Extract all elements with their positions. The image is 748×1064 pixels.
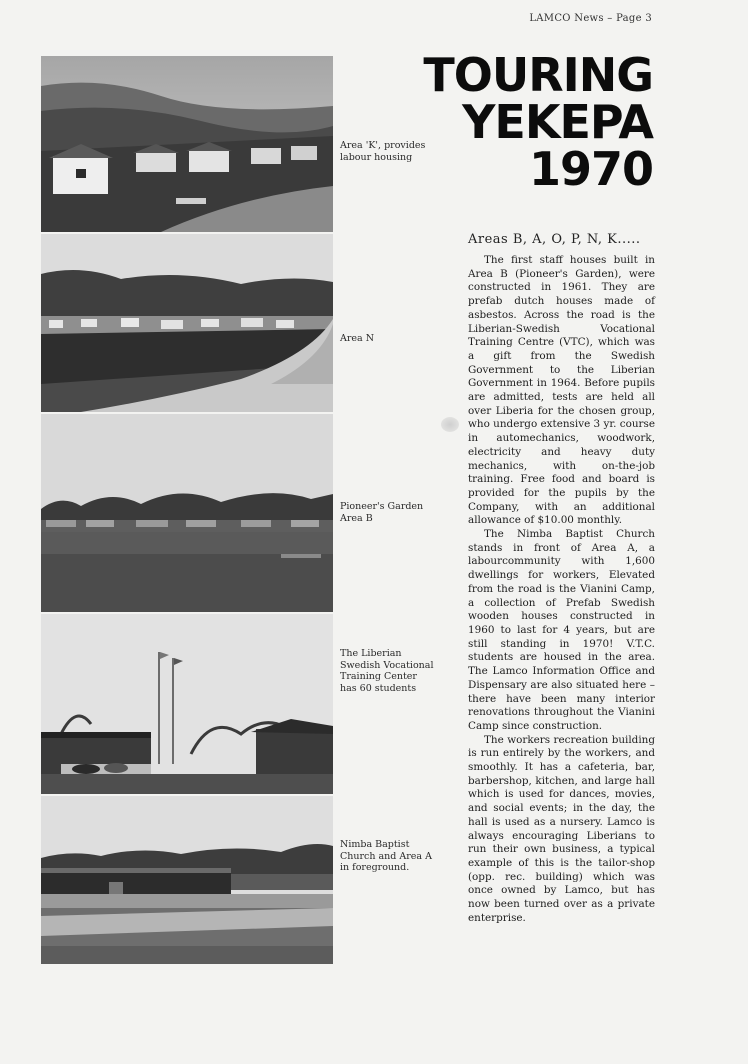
- caption-baptist-church: Nimba Baptist Church and Area A in foreground.: [340, 839, 432, 873]
- article-body: [468, 254, 655, 925]
- article-title: [423, 48, 653, 196]
- article-subhead: Areas B, A, O, P, N, K.....: [468, 232, 641, 247]
- photo-pioneers-garden: [41, 414, 333, 612]
- caption-vocational-center: The Liberian Swedish Vocational Training Center has 60 students: [340, 648, 434, 694]
- title-line-1: TOURING: [423, 48, 653, 102]
- photo-area-k: [41, 56, 333, 232]
- caption-area-n: Area N: [340, 333, 375, 344]
- photo-baptist-church: [41, 796, 333, 964]
- running-head: LAMCO News – Page 3: [529, 13, 652, 24]
- caption-area-k: Area 'K', provides labour housing: [340, 140, 426, 163]
- paper-smudge: [441, 417, 459, 432]
- title-line-3: 1970: [528, 142, 653, 196]
- article-paragraph: The first staff houses built in Area B (Pioneer's Garden), were constructed in 1961. They are prefab dutch houses made of asbestos. Across the road is the Liberian-Swedish Vocational Training Centre (VTC), which was a gift from the Swedish Government to the Liberian Government in 1964. Before pupils are admitted, tests are held all over Liberia for the chosen group, who undergo extensive 3 yr. course in automechanics, woodwork, electricity and heavy duty mechanics, with on-the-job training. Free food and board is provided for the pupils by the Company, with an additional allowance of $10.00 monthly.: [468, 254, 655, 527]
- title-line-2: YEKEPA: [462, 95, 653, 149]
- photo-area-n: [41, 234, 333, 412]
- article-paragraph: The Nimba Baptist Church stands in front of Area A, a labourcommunity with 1,600 dwellings for workers, Elevated from the road is the Vianini Camp, a collection of Prefab Swedish wooden houses constructed in 1960 to last for 4 years, but are still standing in 1970! V.T.C. students are housed in the area. The Lamco Information Office and Dispensary are also situated here – there have been many interior renovations throughout the Vianini Camp since construction.: [468, 528, 655, 732]
- photo-vocational-center: [41, 614, 333, 794]
- article-paragraph: The workers recreation building is run entirely by the workers, and smoothly. It has a cafeteria, bar, barbershop, kitchen, and large hall which is used for dances, movies, and social events; in the day, the hall is used as a nursery. Lamco is always encouraging Liberians to run their own business, a typical example of this is the tailor-shop (opp. rec. building) which was once owned by Lamco, but has now been turned over as a private enterprise.: [468, 733, 655, 924]
- caption-pioneers-garden: Pioneer's Garden Area B: [340, 501, 424, 524]
